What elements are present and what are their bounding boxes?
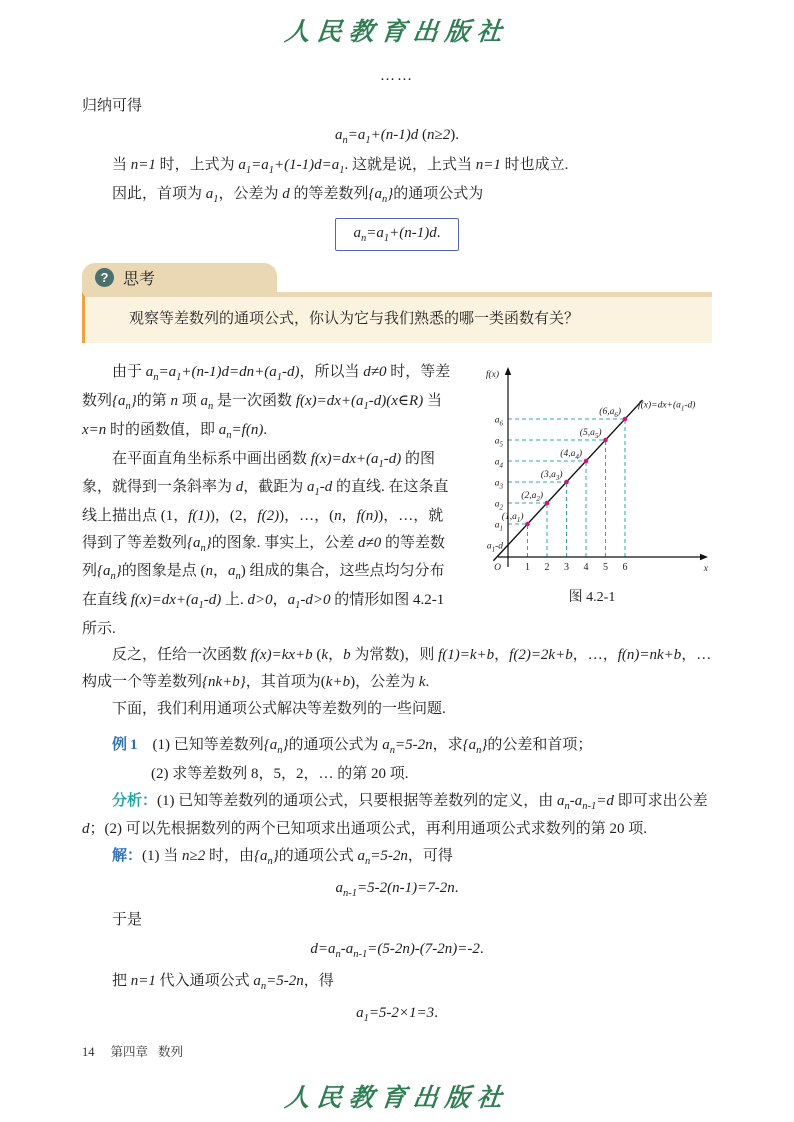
- figure-caption: 图 4.2-1: [568, 590, 616, 606]
- solution-line3: 把 n=1 代入通项公式 $a_n=5-2n$，得: [112, 972, 334, 992]
- section-label: 数列: [158, 1045, 184, 1059]
- boxed-formula-row: [82, 218, 712, 251]
- analysis-label: 分析：: [112, 792, 158, 809]
- example-1-block: [82, 732, 712, 1028]
- example-1-part1: [82, 732, 712, 761]
- svg-text:2: 2: [544, 562, 550, 574]
- para-graph-description: 在平面直角坐标系中画出函数 $f(x)=dx+(a_1-d)$ 的图象，就得到一条斜率为 d，截距为 $a_1-d$ 的直线. 在这条直线上描出点 (1，f(1))，(2，f(2))，…，(n，f(n))，…，就得到了等差数列$\{a_n\}$的图象. 事实上，公差 d≠0 的等差数列$\{a_n\}$的图象是点 (n，$a_n$) 组成的集合，这些点均匀分布在直线 $f(x)=dx+(a_1-d)$ 上. d>0，$a_1-d>0$ 的情形如图 4.2-1 所示.: [82, 450, 449, 637]
- analysis-text: (1) 已知等差数列的通项公式，只要根据等差数列的定义，由 $a_n-a_{n-1}=d$ 即可求出公差 d；(2) 可以先根据数列的两个已知项求出通项公式，再利用通项公式求数列的第 20 项.: [82, 792, 708, 838]
- solution-eq3: $a_1=5-2\times 1=3$.: [356, 1004, 438, 1024]
- svg-text:x: x: [703, 564, 708, 575]
- continuation-ellipsis: ……: [380, 68, 414, 84]
- analysis-para: [82, 788, 712, 843]
- example-1-part1-text: (1) 已知等差数列$\{a_n\}$的通项公式为 $a_n=5-2n$，求$\{a_n\}$的公差和首项；: [152, 737, 593, 757]
- para-therefore: 因此，首项为 $a_1$，公差为 d 的等差数列$\{a_n\}$的通项公式为: [112, 186, 484, 206]
- para-function-link: 由于 $a_n=a_1+(n-1)d=dn+(a_1-d)$，所以当 d≠0 时，等差数列$\{a_n\}$的第 n 项 $a_n$ 是一次函数 $f(x)=dx+(a_1-d)(x\in R)$ 当 x=n 时的函数值，即 $a_n=f(n)$.: [82, 364, 451, 441]
- svg-text:(5,a5): $(5,a_5)$: [579, 428, 602, 441]
- svg-text:3: 3: [564, 562, 569, 574]
- svg-text:a4: $a_4$: [494, 457, 503, 471]
- figure-graph: [472, 361, 712, 579]
- svg-text:O: O: [494, 563, 501, 574]
- figure-4-2-1: [472, 361, 712, 642]
- solution-line1: [82, 843, 712, 872]
- solution-label: 解：: [112, 848, 143, 865]
- publisher-logo-text-bottom: 人民教育出版社: [283, 1085, 511, 1112]
- svg-text:5: 5: [603, 562, 608, 574]
- solution-eq1: $a_{n-1}=5-2(n-1)=7-2n$.: [335, 879, 459, 899]
- figure-canvas: [472, 361, 712, 584]
- think-box: [82, 263, 712, 344]
- example-1-part2: (2) 求等差数列 8，5，2，… 的第 20 项.: [151, 766, 409, 783]
- figure-section: [82, 359, 712, 642]
- svg-text:a5: $a_5$: [494, 436, 503, 450]
- svg-text:(1,a1): $(1,a_1)$: [501, 512, 524, 525]
- induction-lead: 归纳可得: [82, 98, 143, 114]
- chapter-label: 第四章: [110, 1045, 149, 1059]
- publisher-logo-text: 人民教育出版社: [283, 19, 511, 46]
- svg-text:a2: $a_2$: [494, 499, 503, 513]
- svg-text:f(x)=dx+(a1-d): $f(x)=dx+(a_1-d)$: [638, 400, 696, 414]
- think-question-text: 观察等差数列的通项公式，你认为它与我们熟悉的哪一类函数有关？: [129, 310, 580, 327]
- display-formula-general-term: $a_n=a_1+(n-1)d$ (n≥2).: [335, 126, 459, 146]
- svg-text:(6,a6): $(6,a_6)$: [599, 407, 621, 420]
- svg-text:4: 4: [583, 562, 589, 574]
- figure-section-text: [82, 359, 468, 642]
- think-title: 思考: [123, 270, 156, 288]
- solution-line2: 于是: [112, 911, 143, 928]
- think-tab: [82, 263, 277, 292]
- example-1-label: 例1: [112, 737, 141, 754]
- svg-text:6: 6: [622, 562, 628, 574]
- para-converse: 反之，任给一次函数 f(x)=kx+b (k，b 为常数)，则 f(1)=k+b，f(2)=2k+b，…，f(n)=nk+b，…构成一个等差数列{nk+b}，其首项为(k+b)，公差为 k.: [82, 647, 712, 690]
- solution-line1-text: (1) 当 n≥2 时，由$\{a_n\}$的通项公式 $a_n=5-2n$，可得: [142, 848, 453, 868]
- para-case-n-equals-1: 当 n=1 时，上式为 $a_1=a_1+(1-1)d=a_1$. 这就是说，上式当 n=1 时也成立.: [112, 157, 569, 177]
- svg-text:(2,a2): $(2,a_2)$: [521, 491, 543, 504]
- svg-text:1: 1: [525, 562, 530, 574]
- boxed-general-term-formula: $a_n=a_1+(n-1)d$.: [335, 218, 460, 251]
- solution-eq2: $d=a_n-a_{n-1}=(5-2n)-(7-2n)=-2$.: [310, 941, 484, 961]
- svg-text:(4,a4): $(4,a_4)$: [560, 449, 582, 462]
- publisher-logo-bottom: [0, 1078, 794, 1114]
- svg-text:a1-d: $a_1-d$: [486, 541, 503, 555]
- svg-text:a1: $a_1$: [494, 520, 503, 534]
- svg-text:f(x): f(x): [485, 370, 499, 381]
- para-transition: 下面，我们利用通项公式解决等差数列的一些问题.: [112, 700, 446, 717]
- publisher-logo-top: [82, 12, 712, 48]
- page-number: 14: [82, 1045, 95, 1059]
- svg-text:a6: $a_6$: [494, 415, 503, 429]
- think-body: [82, 292, 712, 344]
- svg-text:a3: $a_3$: [494, 478, 503, 492]
- question-mark-icon: ?: [95, 268, 114, 287]
- page-footer: [82, 1042, 183, 1060]
- svg-text:(3,a3): $(3,a_3)$: [540, 470, 563, 483]
